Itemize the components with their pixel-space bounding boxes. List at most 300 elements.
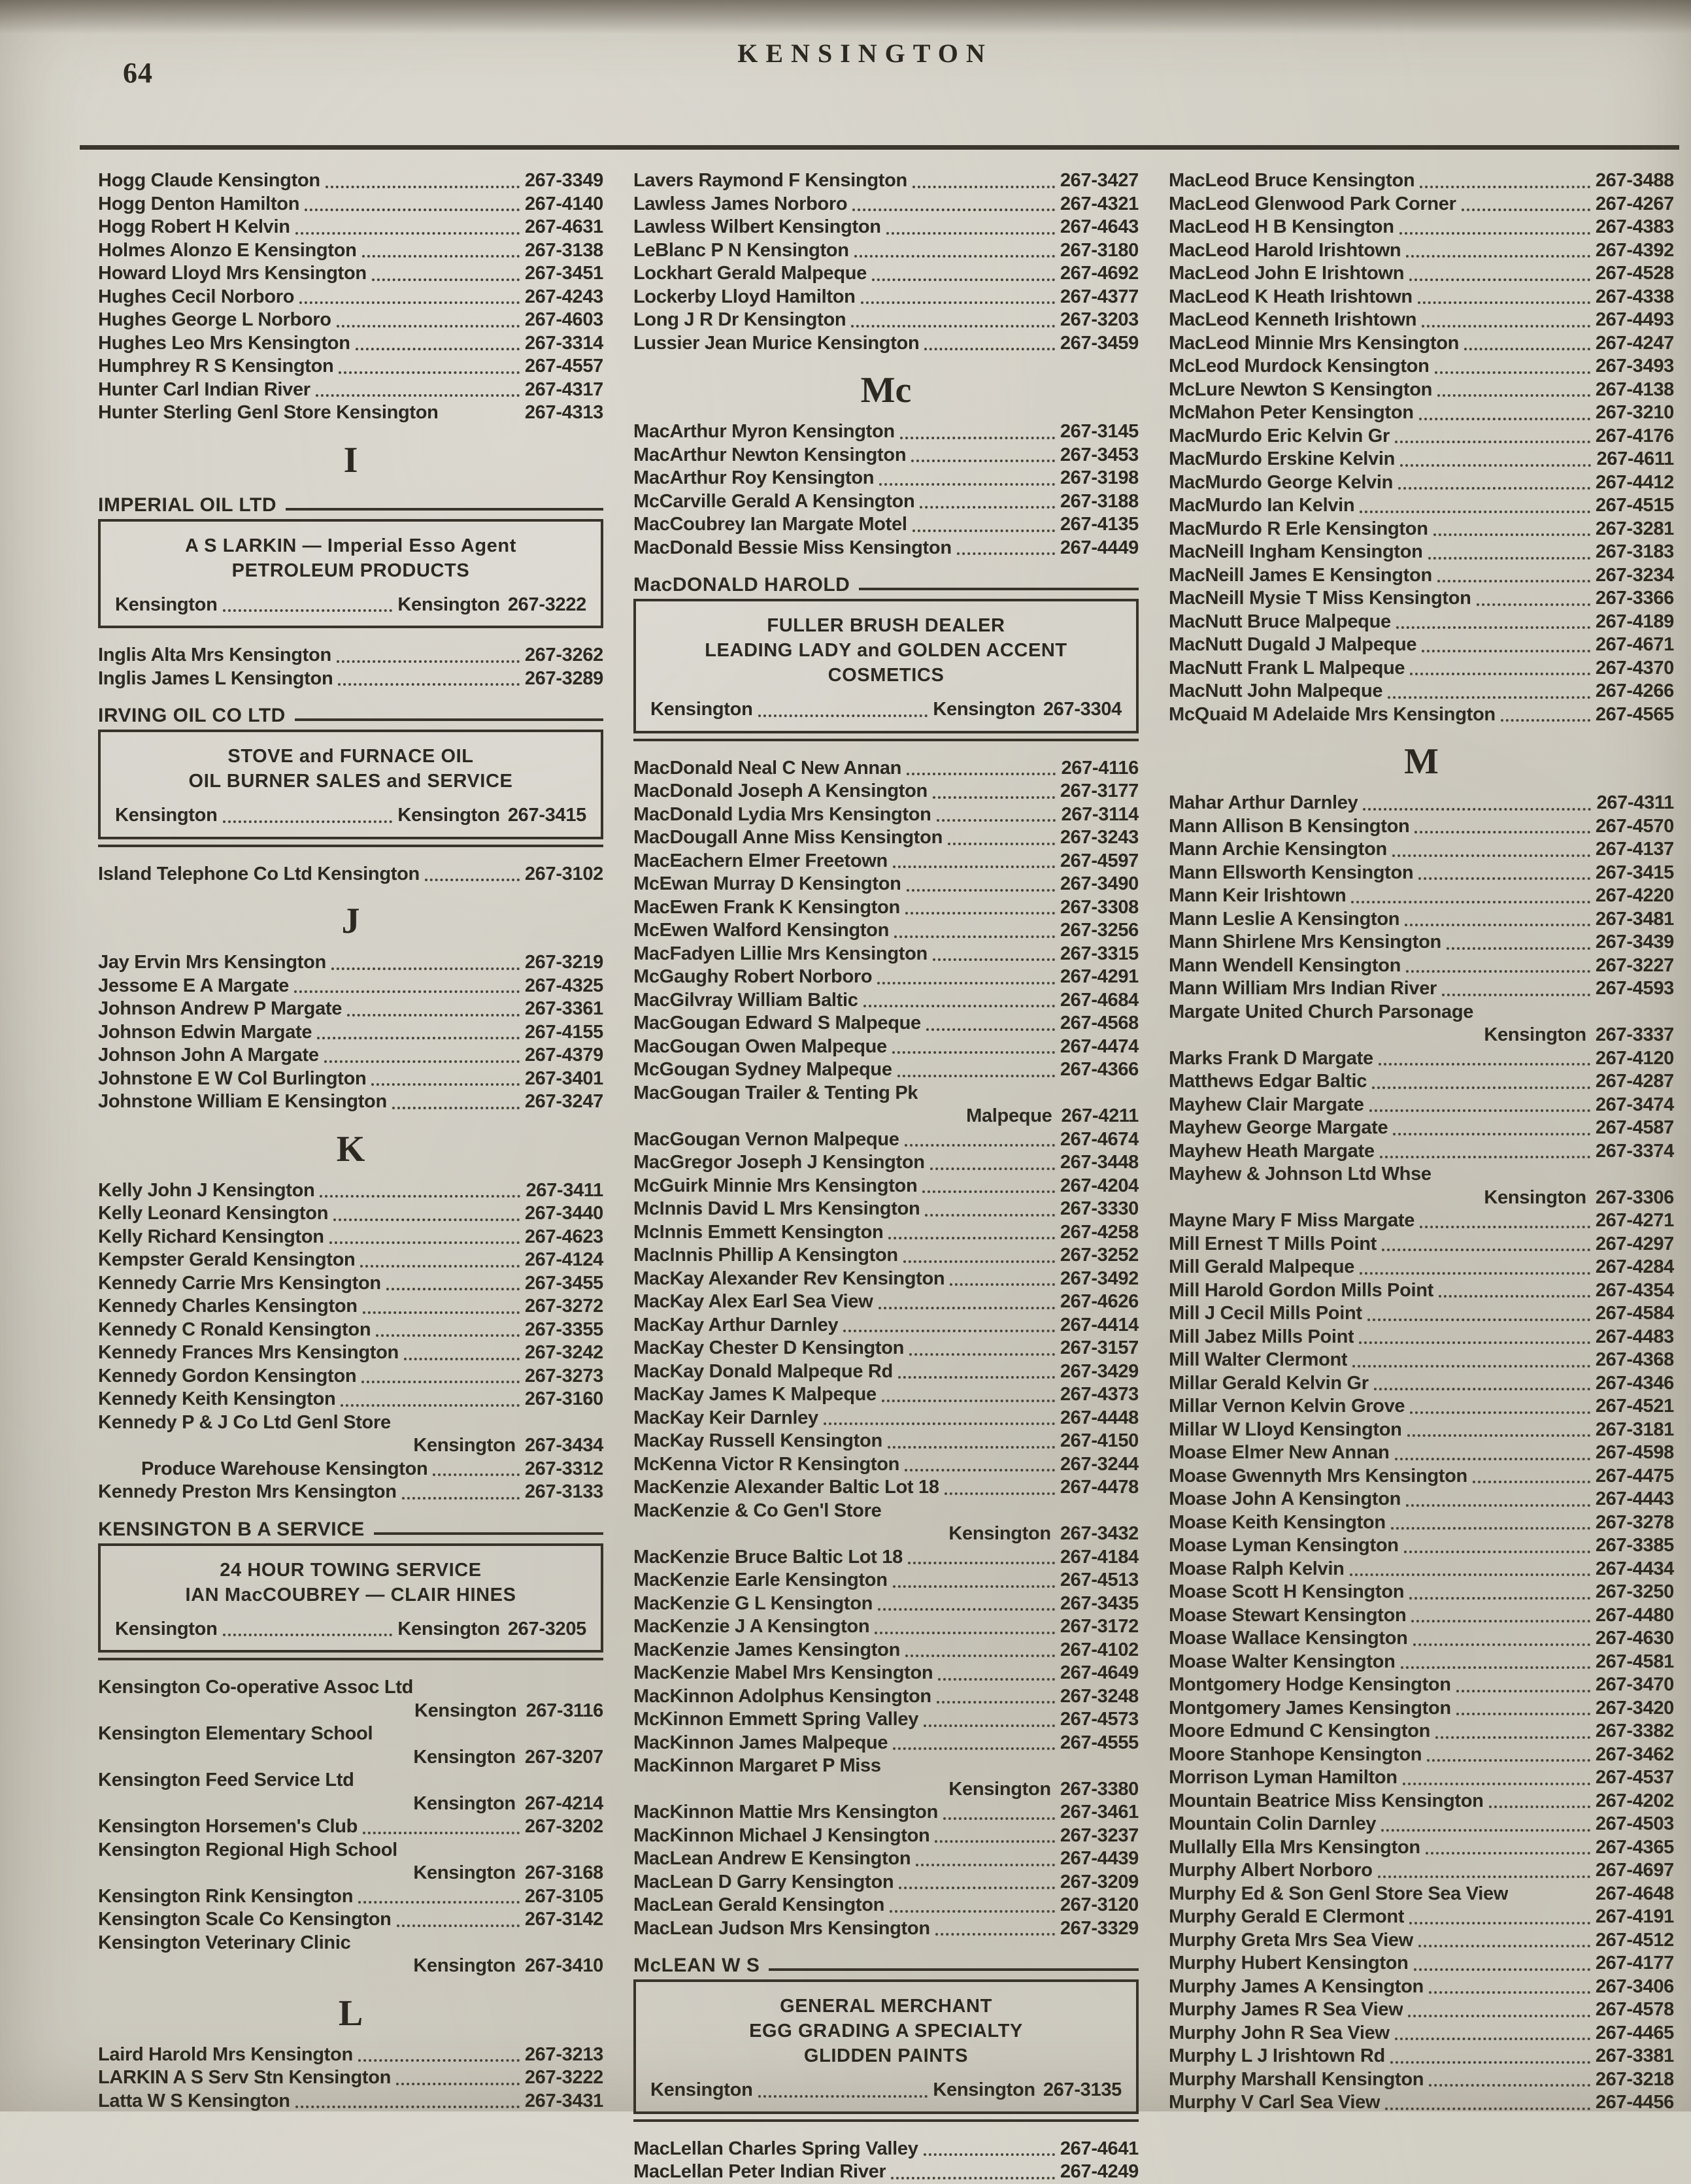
entry-phone: 267-3105 xyxy=(524,1885,603,1907)
entry-name: McLure Newton S Kensington xyxy=(1169,378,1433,400)
ad-bottom-rule xyxy=(633,739,1139,741)
entry-name: Millar Gerald Kelvin Gr xyxy=(1169,1372,1369,1394)
ad-phone-row xyxy=(115,594,586,617)
entry-name: Jessome E A Margate xyxy=(98,975,289,996)
entry-phone: 267-4346 xyxy=(1595,1372,1674,1394)
directory-entry xyxy=(633,1824,1139,1848)
directory-entry xyxy=(98,1908,603,1932)
directory-entry xyxy=(1169,977,1674,1001)
entry-phone: 267-4555 xyxy=(1060,1732,1139,1753)
ad-box xyxy=(633,1979,1139,2114)
entry-phone: 267-3262 xyxy=(524,645,603,665)
entry-continuation xyxy=(98,1792,603,1816)
entry-name: MacGougan Trailer & Tenting Pk xyxy=(633,1082,918,1103)
entry-name: Kennedy C Ronald Kensington xyxy=(98,1319,371,1340)
entry-phone: 267-4297 xyxy=(1595,1233,1674,1254)
column-2 xyxy=(633,169,1139,2184)
entry-name: MacInnis Phillip A Kensington xyxy=(633,1245,898,1266)
entry-name: MacLean Judson Mrs Kensington xyxy=(633,1917,930,1939)
dot-leader xyxy=(320,1195,520,1198)
directory-entry xyxy=(1169,332,1674,356)
dot-leader xyxy=(1418,1945,1590,1947)
entry-name: MacKinnon James Malpeque xyxy=(633,1732,888,1753)
entry-phone: 267-4258 xyxy=(1060,1221,1139,1243)
entry-phone: 267-4578 xyxy=(1595,1999,1674,2020)
ad-exchange: Kensington xyxy=(933,699,1035,720)
entry-locality: Kensington xyxy=(1484,1024,1586,1045)
entry-name: MacLeod John E Irishtown xyxy=(1169,263,1405,284)
entry-phone: 267-4598 xyxy=(1595,1442,1674,1463)
directory-entry xyxy=(1169,1975,1674,1999)
entry-continuation xyxy=(1169,1186,1674,1210)
directory-entry xyxy=(633,1546,1139,1570)
entry-phone: 267-4449 xyxy=(1060,537,1139,558)
directory-entry xyxy=(633,1500,1139,1523)
entry-phone: 267-4138 xyxy=(1595,378,1674,400)
entry-name: MacKay Alex Earl Sea View xyxy=(633,1291,873,1312)
directory-entry xyxy=(633,1801,1139,1824)
directory-entry xyxy=(1169,1326,1674,1349)
directory-entry xyxy=(1169,1465,1674,1488)
entry-phone: 267-4611 xyxy=(1596,448,1674,469)
entry-phone: 267-3168 xyxy=(524,1862,603,1883)
entry-phone: 267-4513 xyxy=(1060,1570,1139,1590)
directory-entry xyxy=(1169,1441,1674,1465)
entry-name: MacKay Russell Kensington xyxy=(633,1430,882,1451)
directory-entry xyxy=(633,1082,1139,1105)
ad-locality: Kensington xyxy=(115,1618,218,1639)
entry-name: Johnson John A Margate xyxy=(98,1045,319,1066)
directory-entry xyxy=(1169,1604,1674,1628)
entry-phone: 267-4443 xyxy=(1595,1488,1674,1509)
directory-entry xyxy=(1169,309,1674,332)
ad-header xyxy=(633,574,1139,596)
directory-entry xyxy=(1169,378,1674,402)
entry-name: Produce Warehouse Kensington xyxy=(141,1458,428,1479)
entry-name: LeBlanc P N Kensington xyxy=(633,239,849,261)
dot-leader xyxy=(223,1634,393,1636)
ad-box xyxy=(633,599,1139,733)
entry-name: MacLeod K Heath Irishtown xyxy=(1169,286,1413,307)
ad-text-line: A S LARKIN — Imperial Esso Agent xyxy=(185,535,516,556)
directory-entry xyxy=(98,1341,603,1365)
dot-leader xyxy=(935,1933,1055,1936)
dot-leader xyxy=(1395,1458,1590,1460)
entry-phone: 267-3181 xyxy=(1595,1419,1674,1440)
ad-header-rule xyxy=(859,588,1139,590)
entry-name: Mann Keir Irishtown xyxy=(1169,885,1347,906)
dot-leader xyxy=(1382,1249,1590,1251)
dot-leader xyxy=(875,1632,1055,1634)
entry-phone: 267-4366 xyxy=(1060,1059,1139,1080)
dot-leader xyxy=(372,278,520,281)
entry-name: MacKay James K Malpeque xyxy=(633,1384,877,1405)
directory-entry xyxy=(633,1175,1139,1198)
ad-title: IRVING OIL CO LTD xyxy=(98,705,286,726)
entry-phone: 267-4189 xyxy=(1595,611,1674,632)
directory-entry xyxy=(1169,1627,1674,1651)
entry-phone: 267-3349 xyxy=(524,170,603,191)
directory-entry xyxy=(98,286,603,309)
entry-name: Kennedy P & J Co Ltd Genl Store xyxy=(98,1411,391,1433)
directory-entry xyxy=(98,216,603,239)
entry-name: MacNeill Mysie T Miss Kensington xyxy=(1169,588,1471,609)
dot-leader xyxy=(356,348,520,350)
ad-text-line: GLIDDEN PAINTS xyxy=(803,2045,969,2066)
entry-continuation xyxy=(98,1862,603,1885)
ad-locality: Kensington xyxy=(115,594,218,615)
dot-leader xyxy=(898,1376,1055,1379)
entry-phone: 267-3160 xyxy=(524,1388,603,1409)
directory-entry xyxy=(633,1639,1139,1662)
directory-entry xyxy=(1169,355,1674,378)
entry-name: McEwen Walford Kensington xyxy=(633,920,889,941)
entry-name: Moase Wallace Kensington xyxy=(1169,1628,1408,1649)
entry-name: Mahar Arthur Darnley xyxy=(1169,792,1358,813)
directory-entry xyxy=(633,896,1139,920)
entry-phone: 267-3114 xyxy=(1061,803,1139,825)
ad-text-line: OIL BURNER SALES and SERVICE xyxy=(188,771,513,792)
dot-leader xyxy=(1401,1666,1590,1669)
entry-phone: 267-4570 xyxy=(1595,815,1674,837)
entry-phone: 267-4412 xyxy=(1595,471,1674,493)
dot-leader xyxy=(907,889,1055,892)
page-title: KENSINGTON xyxy=(737,39,993,68)
entry-name: Kensington Feed Service Ltd xyxy=(98,1770,354,1790)
entry-name: Murphy L J Irishtown Rd xyxy=(1169,2045,1385,2066)
dot-leader xyxy=(1392,854,1590,857)
dot-leader xyxy=(1406,970,1590,973)
directory-entry xyxy=(633,989,1139,1013)
directory-entry xyxy=(1169,1859,1674,1883)
dot-leader xyxy=(425,879,520,881)
dot-leader xyxy=(903,1260,1055,1263)
ad-phone-row xyxy=(115,804,586,828)
entry-phone: 267-4243 xyxy=(524,286,603,307)
dot-leader xyxy=(1390,2061,1590,2064)
dot-leader xyxy=(930,1168,1055,1170)
entry-phone: 267-4266 xyxy=(1595,680,1674,701)
directory-entry xyxy=(1169,541,1674,564)
entry-name: Mill Harold Gordon Mills Point xyxy=(1169,1279,1434,1301)
entry-name: MacNutt Bruce Malpeque xyxy=(1169,611,1391,632)
entry-phone: 267-3361 xyxy=(524,998,603,1019)
directory-entry xyxy=(98,1021,603,1045)
directory-entry xyxy=(633,1453,1139,1477)
entry-phone: 267-3138 xyxy=(524,239,603,261)
dot-leader xyxy=(1350,1573,1590,1576)
entry-phone: 267-3213 xyxy=(524,2043,603,2065)
entry-name: Mann Ellsworth Kensington xyxy=(1169,862,1414,883)
entry-name: MacGregor Joseph J Kensington xyxy=(633,1152,925,1173)
entry-phone: 267-3244 xyxy=(1060,1453,1139,1475)
dot-leader xyxy=(912,186,1055,188)
directory-entry xyxy=(1169,1047,1674,1071)
dot-leader xyxy=(863,1005,1055,1007)
entry-phone: 267-3459 xyxy=(1060,332,1139,354)
directory-entry xyxy=(1169,1488,1674,1511)
entry-name: Murphy Ed & Son Genl Store Sea View xyxy=(1169,1883,1509,1904)
entry-name: MacGougan Edward S Malpeque xyxy=(633,1013,921,1033)
entry-phone: 267-3493 xyxy=(1595,356,1674,377)
entry-phone: 267-4434 xyxy=(1595,1558,1674,1579)
entry-phone: 267-3420 xyxy=(1595,1697,1674,1719)
entry-phone: 267-3401 xyxy=(524,1067,603,1089)
entry-name: Murphy Greta Mrs Sea View xyxy=(1169,1929,1413,1951)
entry-phone: 267-3380 xyxy=(1060,1778,1139,1800)
entry-locality: Kensington xyxy=(1484,1186,1586,1208)
dot-leader xyxy=(882,1400,1055,1402)
entry-name: Montgomery Hodge Kensington xyxy=(1169,1674,1451,1695)
ad-header-rule xyxy=(374,1532,603,1535)
directory-entry xyxy=(1169,792,1674,815)
entry-name: Moore Edmund C Kensington xyxy=(1169,1721,1431,1741)
directory-entry xyxy=(98,1932,603,1955)
entry-phone: 267-4537 xyxy=(1595,1767,1674,1788)
directory-entry xyxy=(633,1430,1139,1453)
entry-phone: 267-3329 xyxy=(1060,1917,1139,1939)
entry-name: MacMurdo George Kelvin xyxy=(1169,471,1394,493)
directory-entry xyxy=(98,644,603,667)
entry-name: Hunter Carl Indian River xyxy=(98,378,310,400)
entry-name: Mann Wendell Kensington xyxy=(1169,954,1401,976)
directory-entry xyxy=(98,1249,603,1272)
dot-leader xyxy=(1420,186,1590,188)
entry-name: Matthews Edgar Baltic xyxy=(1169,1071,1367,1092)
page-header xyxy=(0,0,1691,136)
entry-phone: 267-3451 xyxy=(524,263,603,284)
entry-phone: 267-3120 xyxy=(1060,1894,1139,1915)
dot-leader xyxy=(1422,650,1590,652)
entry-name: Murphy Hubert Kensington xyxy=(1169,1953,1409,1974)
entry-locality: Kensington xyxy=(413,1955,516,1976)
entry-phone: 267-4649 xyxy=(1060,1662,1139,1683)
ad-phone-row xyxy=(650,698,1122,722)
entry-name: Kempster Gerald Kensington xyxy=(98,1249,356,1270)
entry-phone: 267-4135 xyxy=(1060,514,1139,535)
ad-exchange: Kensington xyxy=(397,594,500,615)
dot-leader xyxy=(1409,1922,1590,1924)
ad-phone-number: 267-3222 xyxy=(507,594,586,615)
directory-entry xyxy=(633,873,1139,896)
entry-name: MacLean Gerald Kensington xyxy=(633,1894,885,1915)
entry-phone: 267-4626 xyxy=(1060,1291,1139,1312)
entry-phone: 267-3462 xyxy=(1595,1743,1674,1765)
dot-leader xyxy=(1439,1295,1590,1298)
dot-leader xyxy=(920,506,1054,509)
entry-phone: 267-4338 xyxy=(1595,286,1674,307)
entry-phone: 267-4287 xyxy=(1595,1071,1674,1092)
entry-name: MacKinnon Mattie Mrs Kensington xyxy=(633,1802,938,1823)
entry-phone: 267-4587 xyxy=(1595,1117,1674,1138)
directory-entry xyxy=(1169,1511,1674,1535)
entry-name: MacNeill James E Kensington xyxy=(1169,564,1432,586)
entry-name: Mayhew Clair Margate xyxy=(1169,1094,1364,1115)
directory-entry xyxy=(633,943,1139,966)
dot-leader xyxy=(337,325,520,328)
dot-leader xyxy=(861,301,1055,304)
entry-phone: 267-3453 xyxy=(1060,444,1139,465)
dot-leader xyxy=(925,1214,1054,1217)
dot-leader xyxy=(1415,831,1590,833)
entry-phone: 267-3177 xyxy=(1060,781,1139,801)
ad-title: MacDONALD HAROLD xyxy=(633,574,850,596)
entry-name: Murphy V Carl Sea View xyxy=(1169,2092,1381,2113)
ad-text-line: LEADING LADY and GOLDEN ACCENT xyxy=(705,640,1067,661)
entry-phone: 267-3306 xyxy=(1595,1186,1674,1208)
entry-phone: 267-4565 xyxy=(1595,703,1674,725)
directory-entry xyxy=(633,216,1139,239)
ad-text-line: PETROLEUM PRODUCTS xyxy=(231,560,470,581)
dot-leader xyxy=(948,843,1055,845)
entry-name: Kensington Veterinary Clinic xyxy=(98,1932,351,1953)
directory-entry xyxy=(1169,1302,1674,1326)
entry-name: MacKenzie Earle Kensington xyxy=(633,1570,888,1590)
directory-entry xyxy=(1169,862,1674,885)
dot-leader xyxy=(1374,1388,1590,1390)
entry-phone: 267-4311 xyxy=(1596,792,1674,813)
entry-phone: 267-4528 xyxy=(1595,263,1674,284)
entry-phone: 267-3145 xyxy=(1060,421,1139,442)
entry-name: MacEachern Elmer Freetown xyxy=(633,850,888,871)
entry-name: MacLeod Minnie Mrs Kensington xyxy=(1169,332,1460,354)
dot-leader xyxy=(1393,1133,1590,1135)
entry-name: MacFadyen Lillie Mrs Kensington xyxy=(633,943,928,964)
directory-entry xyxy=(1169,657,1674,680)
entry-phone: 267-4643 xyxy=(1060,216,1139,237)
entry-name: MacDonald Lydia Mrs Kensington xyxy=(633,803,931,825)
entry-name: Lockhart Gerald Malpeque xyxy=(633,263,867,284)
entry-name: MacNeill Ingham Kensington xyxy=(1169,541,1423,562)
entry-phone: 267-3312 xyxy=(524,1458,603,1479)
directory-entry xyxy=(633,1012,1139,1035)
dot-leader xyxy=(1411,1620,1590,1622)
dot-leader xyxy=(1422,325,1590,328)
entry-phone: 267-4478 xyxy=(1060,1477,1139,1498)
entry-name: MacArthur Roy Kensington xyxy=(633,467,875,488)
entry-phone: 267-3289 xyxy=(524,667,603,689)
dot-leader xyxy=(1427,1759,1590,1762)
entry-phone: 267-4317 xyxy=(524,378,603,400)
dot-leader xyxy=(878,1608,1055,1611)
entry-phone: 267-3381 xyxy=(1595,2045,1674,2066)
dot-leader xyxy=(1410,1411,1590,1414)
entry-name: Lockerby Lloyd Hamilton xyxy=(633,286,856,307)
dot-leader xyxy=(1391,1527,1590,1530)
section-letter-K: K xyxy=(336,1128,365,1169)
dot-leader xyxy=(909,1353,1055,1356)
directory-entry xyxy=(98,332,603,356)
entry-phone: 267-3432 xyxy=(1060,1523,1139,1544)
dot-leader xyxy=(1369,1109,1590,1112)
entry-phone: 267-4204 xyxy=(1060,1175,1139,1196)
directory-entry xyxy=(633,1058,1139,1082)
directory-entry xyxy=(633,1314,1139,1337)
directory-entry xyxy=(98,1319,603,1342)
dot-leader xyxy=(1405,924,1590,926)
entry-phone: 267-3210 xyxy=(1595,402,1674,423)
entry-name: McEwan Murray D Kensington xyxy=(633,873,901,894)
directory-entry xyxy=(98,1044,603,1067)
directory-entry xyxy=(633,513,1139,537)
dot-leader xyxy=(905,1655,1055,1657)
entry-phone: 267-4116 xyxy=(1061,757,1139,779)
dot-leader xyxy=(824,1422,1055,1425)
entry-phone: 267-4370 xyxy=(1595,657,1674,679)
entry-name: MacKay Arthur Darnley xyxy=(633,1314,839,1336)
dot-leader xyxy=(912,529,1055,532)
ad-text-line: STOVE and FURNACE OIL xyxy=(227,746,474,767)
entry-name: McInnis Emmett Kensington xyxy=(633,1221,884,1243)
entry-name: MacKenzie & Co Gen'l Store xyxy=(633,1500,882,1521)
entry-name: Johnson Andrew P Margate xyxy=(98,998,343,1019)
entry-phone: 267-4379 xyxy=(524,1045,603,1066)
ad-phone-number: 267-3205 xyxy=(507,1618,586,1639)
dot-leader xyxy=(1420,1226,1590,1228)
entry-phone: 267-4365 xyxy=(1595,1836,1674,1858)
dot-leader xyxy=(397,1924,520,1927)
entry-phone: 267-3439 xyxy=(1595,932,1674,952)
entry-phone: 267-4211 xyxy=(1061,1105,1139,1126)
entry-name: Hogg Claude Kensington xyxy=(98,170,320,191)
dot-leader xyxy=(1437,394,1590,397)
entry-phone: 267-4623 xyxy=(524,1226,603,1247)
directory-entry xyxy=(633,1383,1139,1407)
dot-leader xyxy=(879,483,1055,486)
directory-entry xyxy=(98,1481,603,1504)
entry-locality: Kensington xyxy=(948,1778,1051,1800)
dot-leader xyxy=(1410,673,1590,675)
entry-phone: 267-4503 xyxy=(1595,1813,1674,1834)
entry-phone: 267-4674 xyxy=(1060,1128,1139,1150)
dot-leader xyxy=(371,1083,519,1086)
directory-entry xyxy=(98,863,603,886)
directory-entry xyxy=(98,1067,603,1091)
ad-phone-row xyxy=(650,2079,1122,2102)
dot-leader xyxy=(1456,1690,1590,1692)
entry-name: MacKay Chester D Kensington xyxy=(633,1337,905,1358)
directory-entry xyxy=(633,1917,1139,1941)
section-letter-M: M xyxy=(1404,741,1439,782)
directory-entry xyxy=(98,1365,603,1388)
dot-leader xyxy=(1442,994,1590,996)
dot-leader xyxy=(1395,2038,1590,2040)
entry-phone: 267-4140 xyxy=(524,193,603,214)
entry-name: MacDonald Joseph A Kensington xyxy=(633,781,928,801)
ad-bottom-rule xyxy=(633,2119,1139,2122)
entry-name: MacKay Alexander Rev Kensington xyxy=(633,1268,945,1289)
entry-phone: 267-4414 xyxy=(1060,1314,1139,1336)
directory-entry xyxy=(1169,564,1674,588)
entry-name: Kennedy Carrie Mrs Kensington xyxy=(98,1272,381,1294)
entry-name: Mill J Cecil Mills Point xyxy=(1169,1303,1362,1324)
directory-entry xyxy=(633,1337,1139,1360)
entry-name: Kelly Richard Kensington xyxy=(98,1226,324,1247)
entry-phone: 267-4383 xyxy=(1595,216,1674,237)
entry-name: Kelly John J Kensington xyxy=(98,1179,315,1201)
entry-phone: 267-4697 xyxy=(1595,1860,1674,1881)
entry-continuation xyxy=(633,1105,1139,1128)
entry-name: MacKinnon Adolphus Kensington xyxy=(633,1685,931,1707)
directory-entry xyxy=(98,1458,603,1481)
entry-name: Mullally Ella Mrs Kensington xyxy=(1169,1836,1420,1858)
directory-entry xyxy=(98,1388,603,1411)
directory-entry xyxy=(633,2138,1139,2161)
directory-entry xyxy=(1169,1070,1674,1094)
dot-leader xyxy=(1435,1736,1590,1739)
entry-phone: 267-4581 xyxy=(1595,1651,1674,1672)
directory-entry xyxy=(1169,448,1674,471)
